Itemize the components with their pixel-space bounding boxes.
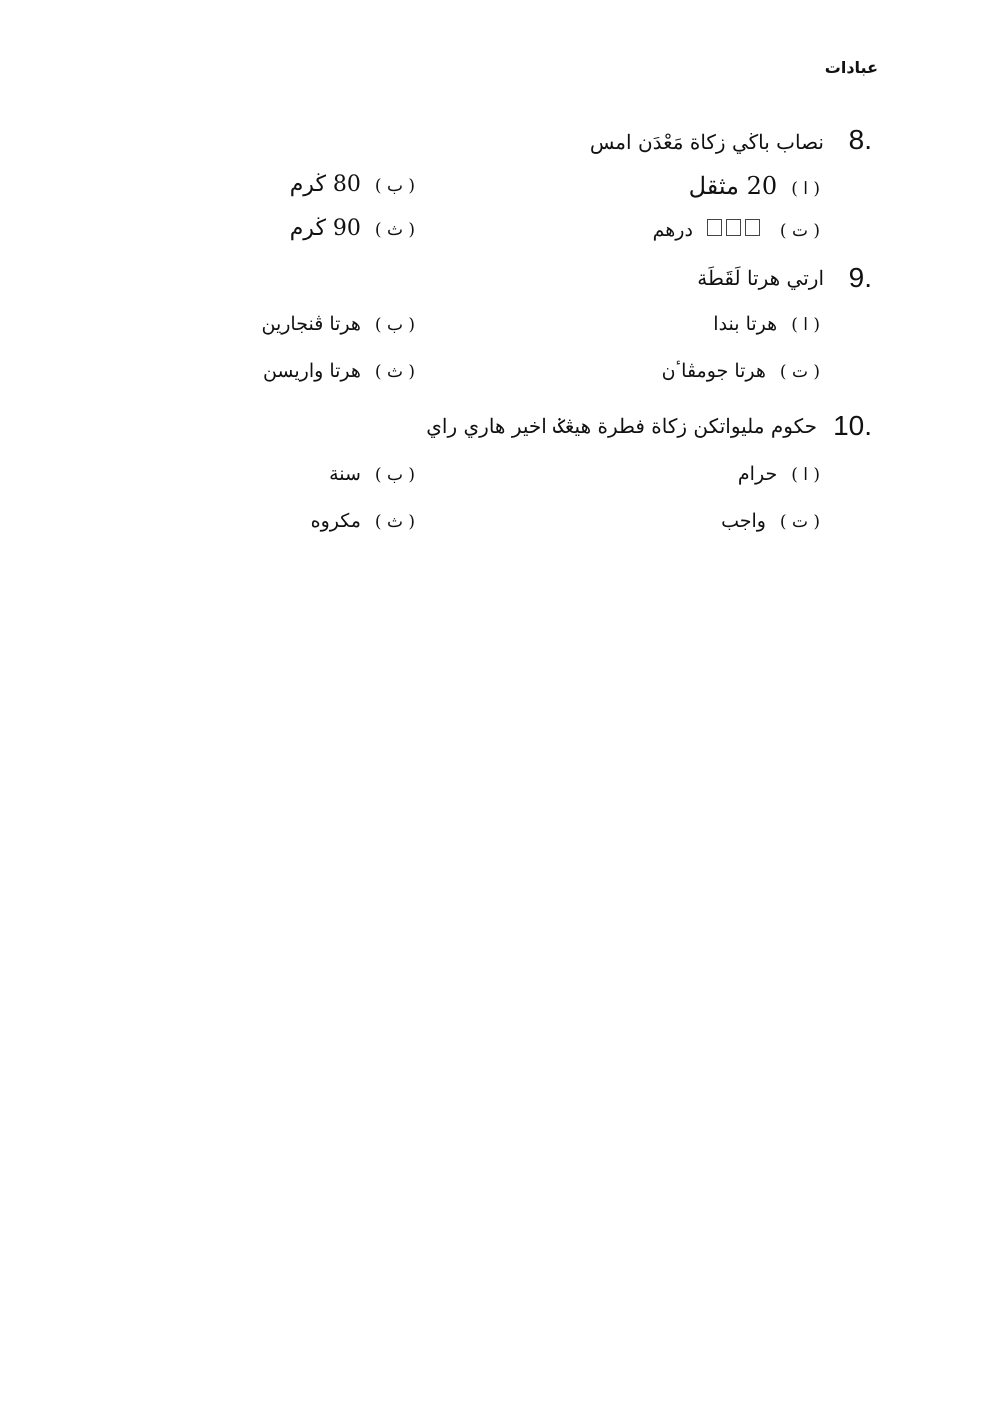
option-text: حرام [737, 463, 778, 485]
page-header-title: عبادات [824, 58, 878, 77]
option-text: هرتا بندا [713, 313, 778, 335]
option-text: هرتا جومڤاٴن [661, 360, 766, 382]
question-9-option-d[interactable] [263, 360, 415, 382]
option-letter: ( ا ) [791, 179, 820, 199]
option-letter: ( ب ) [374, 465, 415, 485]
option-text: 90 ڬرم [289, 216, 361, 241]
question-9-option-c[interactable] [662, 360, 820, 382]
option-text: 20 مثقل [688, 172, 778, 200]
question-10-option-d[interactable] [311, 510, 415, 532]
option-letter: ( ت ) [779, 362, 820, 382]
option-text: هرتا واريسن [262, 360, 361, 382]
option-text: درهم [652, 219, 693, 241]
option-letter: ( ا ) [791, 465, 820, 485]
option-text: مكروه [310, 510, 361, 532]
option-letter: ( ت ) [779, 221, 820, 241]
question-10-text: حكوم مليواتكن زكاة فطرة هيڠݢ اخير هاري راي [426, 414, 817, 438]
question-9-number: 9. [848, 262, 872, 293]
option-letter: ( ث ) [374, 220, 415, 240]
option-letter: ( ث ) [374, 362, 415, 382]
option-text: 80 ڬرم [289, 172, 361, 197]
question-8-option-a[interactable] [689, 172, 820, 200]
question-10-option-a[interactable] [738, 463, 820, 485]
option-text: سنة [329, 463, 361, 485]
option-text: هرتا ڤنجارين [261, 313, 361, 335]
question-9-option-a[interactable] [713, 313, 820, 335]
question-8-option-d[interactable] [290, 216, 415, 241]
question-10-number: 10. [833, 410, 872, 441]
question-8-option-c[interactable] [653, 219, 820, 241]
option-letter: ( ب ) [374, 315, 415, 335]
option-letter: ( ت ) [779, 512, 820, 532]
missing-glyph-boxes [707, 219, 760, 236]
option-text: واجب [721, 510, 766, 532]
question-8-option-b[interactable] [290, 172, 415, 197]
question-9-text: ارتي هرتا لَقَطَة [697, 266, 824, 290]
question-8-number: 8. [848, 124, 872, 155]
option-letter: ( ث ) [374, 512, 415, 532]
question-10-option-b[interactable] [329, 463, 415, 485]
option-letter: ( ا ) [791, 315, 820, 335]
option-letter: ( ب ) [374, 176, 415, 196]
question-10-option-c[interactable] [721, 510, 820, 532]
question-9-option-b[interactable] [262, 313, 416, 335]
question-8-text: نصاب باڬي زكاة مَعْدَن امس [589, 130, 824, 154]
